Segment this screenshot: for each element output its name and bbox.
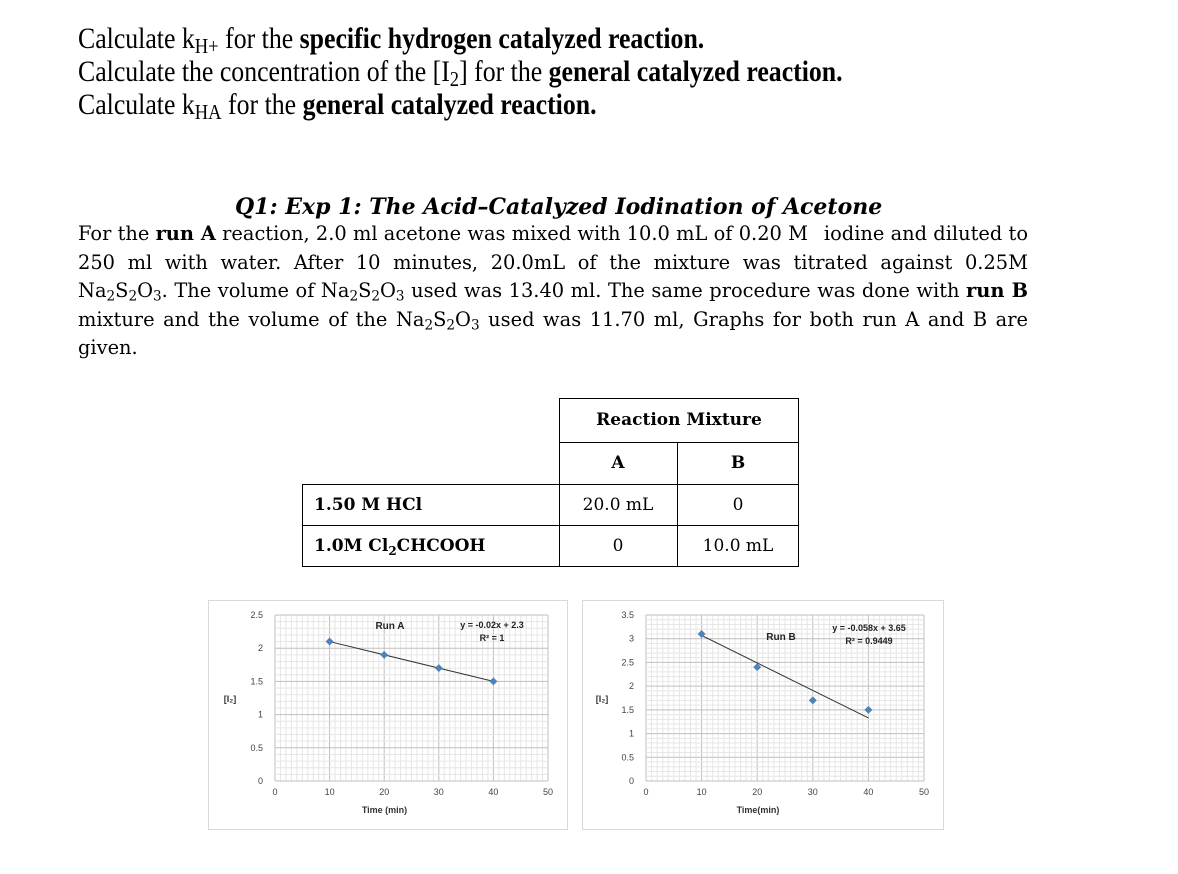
- x-axis-label: Time (min): [361, 805, 408, 815]
- question-1-sub: H+: [194, 33, 219, 58]
- para-text: O: [455, 307, 471, 331]
- x-tick-label: 40: [863, 787, 874, 797]
- y-tick-label: 2.5: [621, 657, 634, 668]
- question-3-bold: general catalyzed reaction.: [302, 88, 597, 121]
- question-1-bold: specific hydrogen catalyzed reaction.: [299, 22, 705, 55]
- r-squared: R² = 1: [479, 633, 505, 643]
- para-sub: 2: [128, 288, 138, 305]
- x-tick-label: 10: [324, 787, 335, 797]
- y-tick-label: 1: [628, 728, 634, 739]
- question-3-pre: Calculate k: [78, 88, 195, 121]
- series-label: Run B: [766, 632, 796, 643]
- trendline-equation: y = -0.02x + 2.3: [460, 620, 524, 630]
- y-tick-label: 3: [628, 633, 634, 644]
- series-label: Run A: [375, 621, 405, 632]
- trendline-equation: y = -0.058x + 3.65: [832, 623, 906, 633]
- table-row1-label: 1.50 M HCl: [314, 494, 423, 515]
- question-2-mid: ] for the: [459, 55, 549, 88]
- para-sub: 2: [371, 288, 381, 305]
- table-row2-a: 0: [612, 536, 624, 556]
- r-squared: R² = 0.9449: [845, 636, 893, 646]
- question-3-sub: HA: [194, 99, 222, 124]
- x-tick-label: 50: [918, 787, 930, 797]
- para-sub: 2: [446, 317, 456, 334]
- para-sub: 3: [470, 317, 480, 334]
- y-tick-label: 1.5: [250, 676, 263, 687]
- table-row1-b: 0: [732, 494, 744, 515]
- question-2-pre: Calculate the concentration of the [I: [78, 55, 450, 88]
- y-tick-label: 2.5: [250, 610, 263, 620]
- chart-run-b: [582, 600, 944, 830]
- table-header: Reaction Mixture: [596, 410, 762, 430]
- y-axis-label: [I₂]: [595, 694, 609, 704]
- x-tick-label: 20: [379, 787, 390, 797]
- para-run-b: run B: [966, 279, 1028, 303]
- para-sub: 3: [153, 288, 162, 305]
- row2-label-post: CHCOOH: [396, 536, 486, 556]
- row2-label-sub: 2: [388, 544, 397, 558]
- y-tick-label: 2: [628, 681, 634, 692]
- question-1: [78, 22, 705, 58]
- table-row2-b: 10.0 mL: [702, 536, 774, 556]
- y-tick-label: 0.5: [621, 752, 634, 763]
- x-tick-label: 30: [433, 787, 444, 797]
- para-text: O: [137, 279, 154, 303]
- question-1-mid: for the: [218, 22, 300, 55]
- para-run-a: run A: [155, 222, 216, 245]
- para-text: S: [115, 279, 129, 303]
- y-tick-label: 0.5: [250, 742, 263, 753]
- question-3-mid: for the: [221, 88, 303, 121]
- y-tick-label: 0: [628, 776, 634, 786]
- y-tick-label: 2: [257, 643, 263, 654]
- y-axis-label: [I₂]: [223, 694, 237, 704]
- question-2-sub: 2: [449, 66, 460, 91]
- question-1-pre: Calculate k: [78, 22, 195, 55]
- para-text: O: [380, 279, 396, 303]
- x-tick-label: 10: [696, 787, 707, 797]
- y-tick-label: 1: [257, 709, 263, 720]
- para-text: used was 13.40 ml. The same procedure was done with: [404, 279, 967, 303]
- para-text: used was 11.70 ml, Graphs for both run A and B are given.: [78, 307, 1028, 360]
- q1-title: Q1: Exp 1: The Acid–Catalyzed Iodination of Acetone: [235, 194, 883, 220]
- para-text: . The volume of Na: [161, 279, 350, 303]
- question-3: [78, 88, 597, 124]
- y-tick-label: 1.5: [621, 704, 634, 715]
- x-tick-label: 20: [752, 787, 763, 797]
- para-text: reaction, 2.0 ml acetone was mixed with 10.0 mL of 0.20 M iodine and diluted to 250 ml with water. After 10 minutes, 20.0mL of the mixture was titrated against 0.25M Na: [78, 222, 1029, 303]
- x-tick-label: 30: [807, 787, 818, 797]
- x-tick-label: 0: [272, 787, 278, 797]
- question-2: [78, 55, 843, 91]
- question-2-bold: general catalyzed reaction.: [548, 55, 843, 88]
- para-sub: 2: [106, 288, 116, 305]
- para-sub: 3: [395, 288, 405, 305]
- x-tick-label: 50: [542, 787, 554, 797]
- table-col-b: B: [730, 453, 746, 473]
- x-tick-label: 40: [488, 787, 499, 797]
- para-sub: 2: [424, 317, 434, 334]
- para-text: mixture and the volume of the Na: [78, 307, 425, 331]
- table-row1-a: 20.0 mL: [582, 494, 654, 515]
- para-text: For the: [78, 222, 156, 245]
- table-col-a: A: [611, 453, 625, 473]
- row2-label-pre: 1.0M Cl: [314, 536, 389, 556]
- para-text: S: [358, 279, 372, 303]
- chart-run-a: [208, 600, 568, 830]
- x-axis-label: Time(min): [736, 805, 780, 815]
- problem-paragraph: [78, 220, 1028, 363]
- para-text: S: [433, 307, 447, 331]
- table-row2-label: [314, 525, 554, 567]
- y-tick-label: 3.5: [621, 610, 634, 620]
- y-tick-label: 0: [257, 776, 263, 786]
- x-tick-label: 0: [643, 787, 649, 797]
- para-sub: 2: [349, 288, 359, 305]
